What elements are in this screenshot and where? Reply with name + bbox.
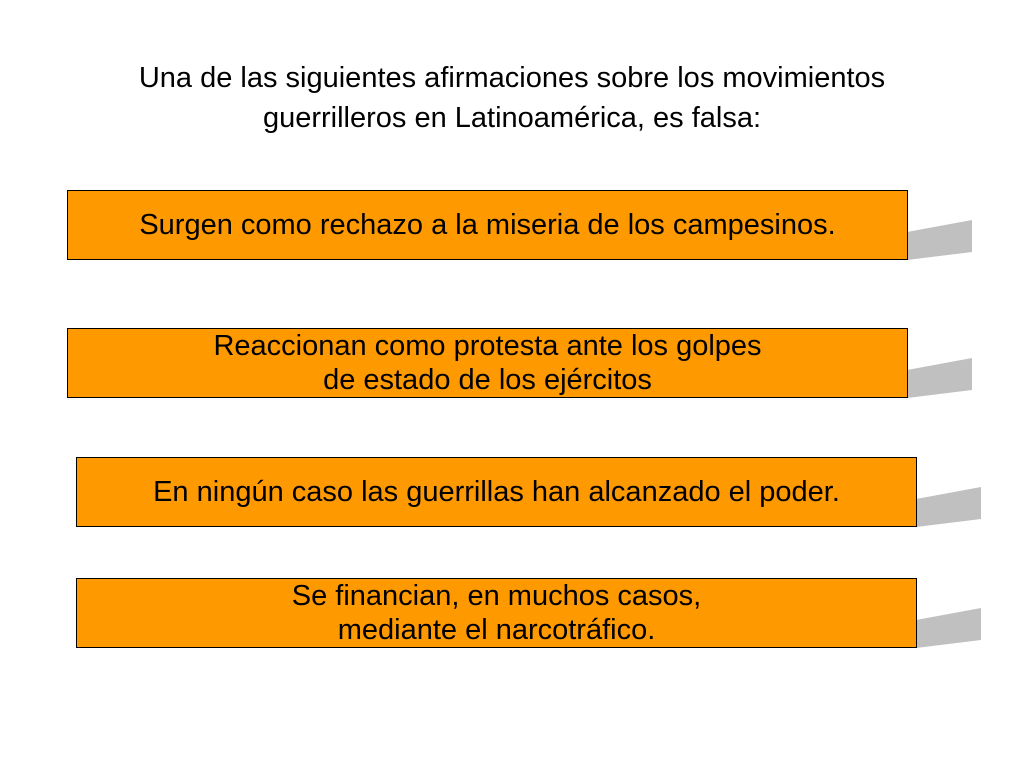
option-4-button[interactable] bbox=[76, 578, 917, 648]
option-2-button[interactable] bbox=[67, 328, 908, 398]
question-title bbox=[40, 58, 984, 138]
option-3-line-1: En ningún caso las guerrillas han alcanzado el poder. bbox=[153, 476, 840, 508]
option-3-button[interactable] bbox=[76, 457, 917, 527]
option-4-line-2: mediante el narcotráfico. bbox=[337, 614, 656, 646]
question-line-2: guerrilleros en Latinoamérica, es falsa: bbox=[262, 102, 762, 134]
option-2-line-2: de estado de los ejércitos bbox=[323, 364, 652, 396]
answer-option-2 bbox=[67, 328, 977, 398]
question-line-1: Una de las siguientes afirmaciones sobre los movimientos bbox=[138, 62, 886, 94]
answer-option-4 bbox=[76, 578, 986, 648]
option-4-line-1: Se financian, en muchos casos, bbox=[291, 580, 702, 612]
option-1-button[interactable] bbox=[67, 190, 908, 260]
answer-option-3 bbox=[76, 457, 986, 527]
option-1-line-1: Surgen como rechazo a la miseria de los campesinos. bbox=[139, 209, 836, 241]
option-2-line-1: Reaccionan como protesta ante los golpes bbox=[213, 330, 762, 362]
answer-option-1 bbox=[67, 190, 977, 260]
